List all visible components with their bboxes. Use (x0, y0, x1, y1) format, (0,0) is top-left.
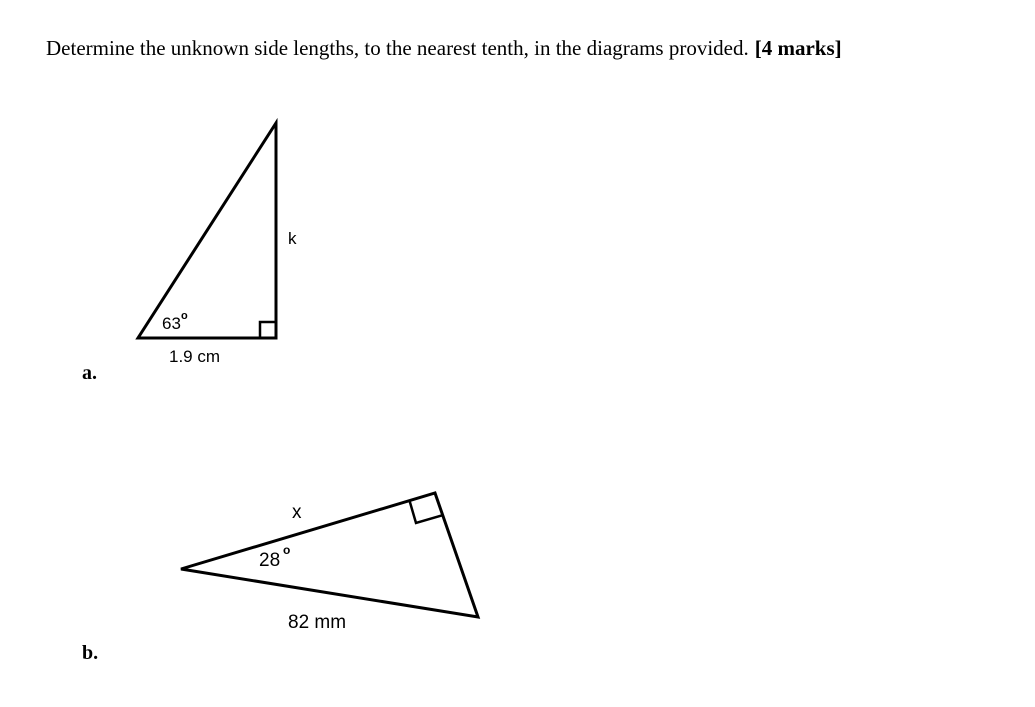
question-prompt: Determine the unknown side lengths, to the nearest tenth, in the diagrams provided. (46, 36, 749, 60)
triangle-b (181, 493, 478, 633)
triangle-b-side-x-label: x (292, 502, 302, 523)
triangle-a-outline (138, 123, 276, 338)
triangle-b-degree-symbol: o (283, 543, 291, 557)
triangle-b-right-angle-marker (410, 501, 442, 523)
triangle-a-angle-label: 63 (162, 314, 181, 333)
triangle-a-right-angle-marker (260, 322, 276, 338)
triangle-a-base-label: 1.9 cm (169, 347, 221, 366)
question-marks: [4 marks] (754, 36, 842, 60)
triangle-a-degree-symbol: o (181, 310, 188, 322)
triangle-b-angle-label: 28 (259, 550, 281, 571)
triangle-a-side-k-label: k (288, 229, 297, 248)
part-a-label: a. (82, 362, 97, 384)
triangle-b-hypotenuse-label: 82 mm (288, 612, 347, 633)
part-b-label: b. (82, 642, 99, 664)
triangle-a (138, 123, 297, 366)
triangle-b-outline (181, 493, 478, 617)
